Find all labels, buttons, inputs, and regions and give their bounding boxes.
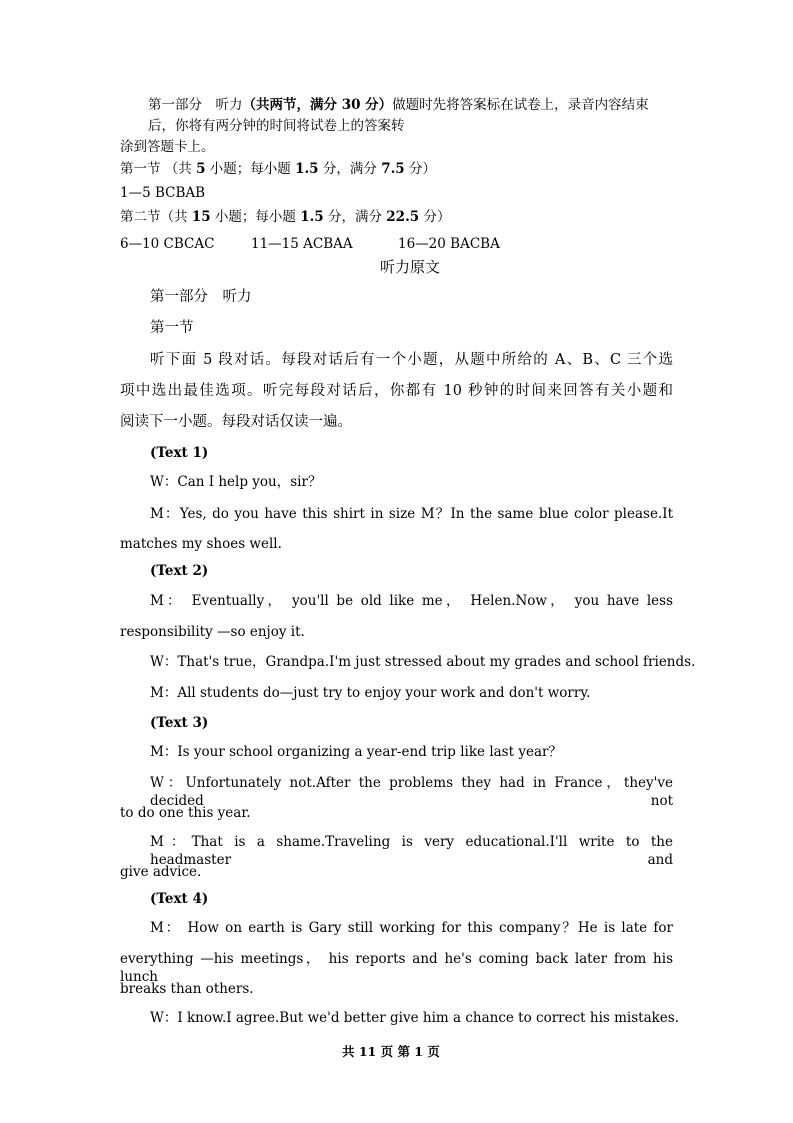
text4-m-line-2: everything —his meetings， his reports and he's coming back later from his lunch <box>120 951 673 985</box>
text3-m2-line-2: give advice. <box>120 864 202 880</box>
section1-answers: 1—5 BCBAB <box>120 185 206 201</box>
text1-label: (Text 1) <box>150 445 209 461</box>
text4-label: (Text 4) <box>150 891 209 907</box>
text2-m-line-2: responsibility —so enjoy it. <box>120 624 305 640</box>
section2-answers-b: 11—15 ACBAA <box>251 236 353 252</box>
section2-title <box>120 208 450 226</box>
text4-w: W：I know.I agree.But we'd better give him a chance to correct his mistakes. <box>150 1010 680 1026</box>
text1-w: W：Can I help you，sir？ <box>150 474 322 490</box>
section1-question-count: 5 <box>196 161 206 177</box>
instructions-line-3: 阅读下一小题。每段对话仅读一遍。 <box>120 414 352 430</box>
text1-m-line-1: M：Yes, do you have this shirt in size M？In the same blue color please.It <box>150 506 673 522</box>
section2-question-count: 15 <box>191 209 211 225</box>
text3-label: (Text 3) <box>150 715 209 731</box>
header-line-1 <box>148 96 649 114</box>
section1-title-mid2: 分，满分 <box>318 161 382 177</box>
section1-title-post: 分） <box>404 161 436 177</box>
page-footer: 共 11 页 第 1 页 <box>342 1044 440 1059</box>
header-instruction: 做题时先将答案标在试卷上，录音内容结束 <box>392 97 649 113</box>
header-line-2: 后，你将有两分钟的时间将试卷上的答案转 <box>148 118 405 134</box>
section2-title-mid2: 分，满分 <box>323 209 387 225</box>
instructions-line-1: 听下面 5 段对话。每段对话后有一个小题，从题中所给的 A、B、C 三个选 <box>150 352 673 368</box>
transcript-title: 听力原文 <box>380 258 441 276</box>
header-score-note: （共两节，满分 30 分） <box>242 97 393 113</box>
text1-m-line-2: matches my shoes well. <box>120 536 282 552</box>
text4-m-line-3: breaks than others. <box>120 981 254 997</box>
transcript-part: 第一部分 听力 <box>150 289 252 305</box>
section2-answers-a: 6—10 CBCAC <box>120 236 215 252</box>
section2-total-points: 22.5 <box>386 209 420 225</box>
section2-answers-c: 16—20 BACBA <box>398 236 500 252</box>
section2-title-mid1: 小题；每小题 <box>210 209 301 225</box>
text2-m2: M：All students do—just try to enjoy your work and don't worry. <box>150 685 591 701</box>
section2-title-pre: 第二节（共 <box>120 209 192 225</box>
transcript-section: 第一节 <box>150 320 194 336</box>
section1-title-pre: 第一节 （共 <box>120 161 197 177</box>
text3-m: M：Is your school organizing a year-end trip like last year？ <box>150 744 562 760</box>
section2-points-each: 1.5 <box>300 209 324 225</box>
text3-w-line-1: W：Unfortunately not.After the problems they had in France，they've decided not <box>150 775 673 809</box>
text2-label: (Text 2) <box>150 563 209 579</box>
section1-points-each: 1.5 <box>295 161 319 177</box>
header-part-label: 第一部分 听力 <box>148 97 243 113</box>
text3-w-line-2: to do one this year. <box>120 805 251 821</box>
header-line-3: 涂到答题卡上。 <box>120 139 215 155</box>
text2-w: W：That's true，Grandpa.I'm just stressed about my grades and school friends. <box>150 654 696 670</box>
section1-total-points: 7.5 <box>381 161 405 177</box>
text3-m2-line-1: M：That is a shame.Traveling is very educational.I'll write to the headmaster and <box>150 834 673 868</box>
section1-title-mid1: 小题；每小题 <box>205 161 296 177</box>
text2-m-line-1: M： Eventually， you'll be old like me， Helen.Now， you have less <box>150 593 673 609</box>
instructions-line-2: 项中选出最佳选项。听完每段对话后，你都有 10 秒钟的时间来回答有关小题和 <box>120 383 673 399</box>
section1-title <box>120 160 436 178</box>
section2-title-post: 分） <box>419 209 451 225</box>
text4-m-line-1: M： How on earth is Gary still working for this company？He is late for <box>150 920 673 936</box>
